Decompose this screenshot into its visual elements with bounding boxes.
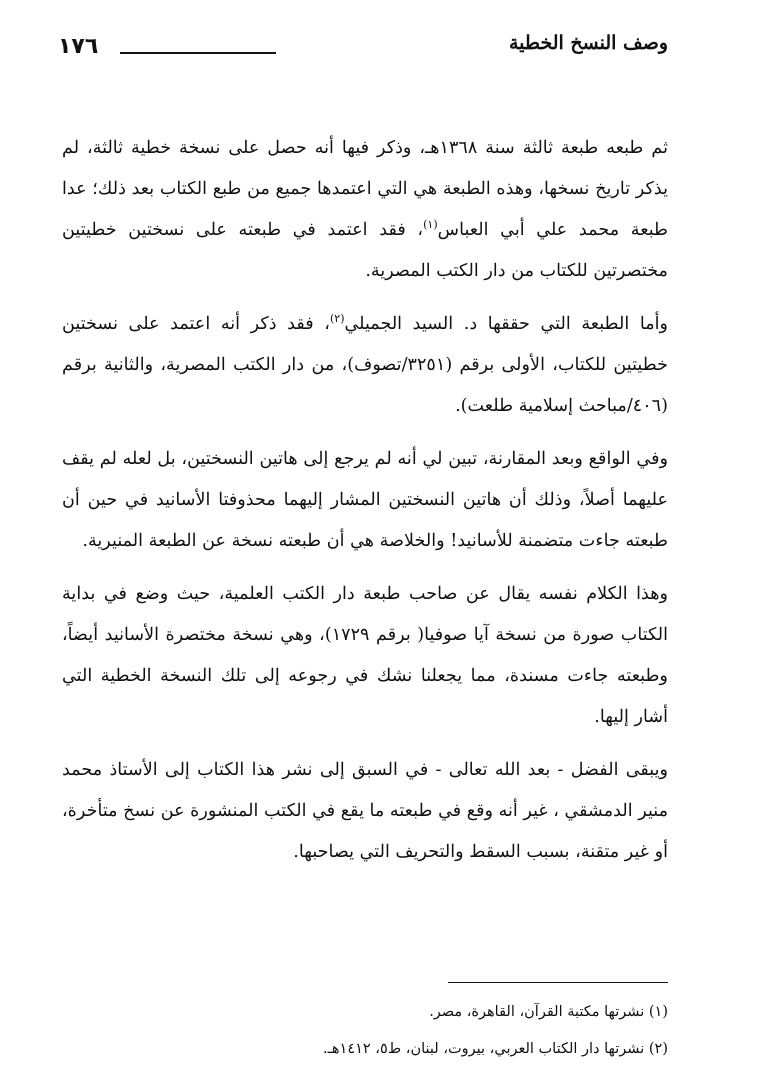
footnotes bbox=[62, 994, 668, 1068]
footnote-ref-1[interactable]: (١) bbox=[423, 218, 438, 232]
paragraph-1 bbox=[62, 128, 668, 292]
paragraph-2 bbox=[62, 304, 668, 427]
footnote-separator bbox=[448, 982, 668, 983]
paragraph-text: ثم طبعه طبعة ثالثة سنة ١٣٦٨هـ، وذكر فيها أنه حصل على نسخة خطية ثالثة، لم يذكر تاريخ نسخها، وهذه الطبعة هي التي اعتمدها جميع من طبع الكتاب بعد ذلك؛ عدا طبعة محمد علي أبي العباس bbox=[62, 138, 669, 240]
paragraph-5: ويبقى الفضل - بعد الله تعالى - في السبق إلى نشر هذا الكتاب إلى الأستاذ محمد منير الدمشقي ، غير أنه وقع في طبعته ما يقع في الكتب المنشورة عن نسخ متأخرة، أو غير متقنة، بسبب السقط والتحريف التي يصاحبها. bbox=[61, 760, 668, 862]
paragraph-text: وأما الطبعة التي حققها د. السيد الجميلي bbox=[344, 314, 669, 334]
paragraph-3: وفي الواقع وبعد المقارنة، تبين لي أنه لم يرجع إلى هاتين النسختين، بل لعله لم يقف عليهما أصلاً، وذلك أن هاتين النسختين المشار إليهما محذوفتا الأسانيد في حين أن طبعته جاءت متضمنة للأسانيد! والخلاصة هي أن طبعته نسخة عن الطبعة المنيرية. bbox=[62, 449, 668, 551]
footnote-1 bbox=[62, 994, 668, 1031]
footnote-ref-2[interactable]: (٢) bbox=[329, 312, 345, 326]
footnote-mark: (٢) bbox=[648, 1041, 668, 1057]
footnote-2 bbox=[62, 1031, 668, 1068]
page-number: ١٧٦ bbox=[58, 34, 99, 59]
running-title: وصف النسخ الخطية bbox=[508, 32, 668, 54]
running-header bbox=[58, 30, 668, 60]
footnote-mark: (١) bbox=[648, 1004, 668, 1020]
footnote-text: نشرتها دار الكتاب العربي، بيروت، لبنان، ط٥، ١٤١٢هـ. bbox=[323, 1041, 645, 1057]
paragraph-text: ، فقد ذكر أنه اعتمد على نسختين خطيتين للكتاب، الأولى برقم (٣٢٥١/تصوف)، من دار الكتب المصرية، والثانية برقم (٤٠٦/مباحث إسلامية طلعت). bbox=[62, 314, 669, 416]
header-rule bbox=[120, 52, 276, 54]
paragraph-4: وهذا الكلام نفسه يقال عن صاحب طبعة دار الكتب العلمية، حيث وضع في بداية الكتاب صورة من نسخة آيا صوفيا( برقم ١٧٢٩)، وهي نسخة مختصرة الأسانيد أيضاً، وطبعته جاءت مسندة، مما يجعلنا نشك في رجوعه إلى تلك النسخة الخطية التي أشار إليها. bbox=[62, 584, 668, 727]
footnote-text: نشرتها مكتبة القرآن، القاهرة، مصر. bbox=[429, 1004, 645, 1020]
body-text bbox=[62, 128, 668, 885]
paragraph-text: ، فقد اعتمد في طبعته على نسختين خطيتين مختصرتين للكتاب من دار الكتب المصرية. bbox=[62, 220, 668, 281]
